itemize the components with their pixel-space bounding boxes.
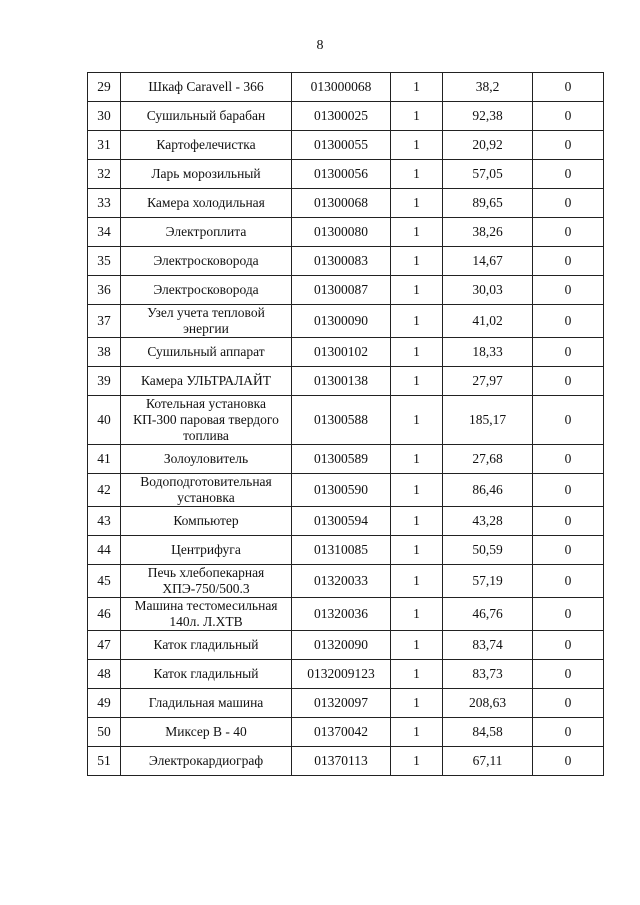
table-row (88, 474, 604, 507)
table-row (88, 507, 604, 536)
value-cell: 30,03 (443, 276, 533, 305)
residual-value-cell: 0 (533, 276, 604, 305)
table-row (88, 189, 604, 218)
residual-value-cell: 0 (533, 507, 604, 536)
table-row (88, 247, 604, 276)
inventory-code-cell: 01370042 (292, 718, 391, 747)
row-number-cell: 31 (88, 131, 121, 160)
value-cell: 27,97 (443, 367, 533, 396)
quantity-cell: 1 (391, 276, 443, 305)
residual-value-cell: 0 (533, 445, 604, 474)
value-cell: 83,73 (443, 660, 533, 689)
item-name-cell: Ларь морозильный (121, 160, 292, 189)
residual-value-cell: 0 (533, 718, 604, 747)
item-name-cell: Узел учета тепловой энергии (121, 305, 292, 338)
table-row (88, 565, 604, 598)
row-number-cell: 44 (88, 536, 121, 565)
inventory-code-cell: 01300025 (292, 102, 391, 131)
table-row (88, 305, 604, 338)
inventory-code-cell: 01320097 (292, 689, 391, 718)
item-name-cell: Золоуловитель (121, 445, 292, 474)
item-name-cell: Центрифуга (121, 536, 292, 565)
value-cell: 83,74 (443, 631, 533, 660)
residual-value-cell: 0 (533, 131, 604, 160)
item-name-cell: Электроплита (121, 218, 292, 247)
row-number-cell: 29 (88, 73, 121, 102)
inventory-code-cell: 01300590 (292, 474, 391, 507)
value-cell: 208,63 (443, 689, 533, 718)
table-row (88, 689, 604, 718)
quantity-cell: 1 (391, 445, 443, 474)
value-cell: 43,28 (443, 507, 533, 536)
residual-value-cell: 0 (533, 631, 604, 660)
quantity-cell: 1 (391, 747, 443, 776)
quantity-cell: 1 (391, 247, 443, 276)
inventory-code-cell: 01300080 (292, 218, 391, 247)
row-number-cell: 45 (88, 565, 121, 598)
quantity-cell: 1 (391, 689, 443, 718)
quantity-cell: 1 (391, 131, 443, 160)
table-row (88, 131, 604, 160)
inventory-table-body (88, 73, 604, 776)
residual-value-cell: 0 (533, 660, 604, 689)
quantity-cell: 1 (391, 102, 443, 131)
row-number-cell: 46 (88, 598, 121, 631)
item-name-cell: Сушильный барабан (121, 102, 292, 131)
table-row (88, 367, 604, 396)
table-row (88, 598, 604, 631)
value-cell: 27,68 (443, 445, 533, 474)
residual-value-cell: 0 (533, 189, 604, 218)
value-cell: 185,17 (443, 396, 533, 445)
table-row (88, 102, 604, 131)
item-name-cell: Электрокардиограф (121, 747, 292, 776)
residual-value-cell: 0 (533, 689, 604, 718)
quantity-cell: 1 (391, 396, 443, 445)
residual-value-cell: 0 (533, 367, 604, 396)
item-name-cell: Электросковорода (121, 247, 292, 276)
row-number-cell: 47 (88, 631, 121, 660)
quantity-cell: 1 (391, 160, 443, 189)
item-name-cell: Камера холодильная (121, 189, 292, 218)
table-row (88, 631, 604, 660)
table-row (88, 338, 604, 367)
item-name-cell: Компьютер (121, 507, 292, 536)
quantity-cell: 1 (391, 474, 443, 507)
inventory-code-cell: 01300588 (292, 396, 391, 445)
row-number-cell: 33 (88, 189, 121, 218)
quantity-cell: 1 (391, 536, 443, 565)
value-cell: 50,59 (443, 536, 533, 565)
inventory-code-cell: 01300068 (292, 189, 391, 218)
value-cell: 57,05 (443, 160, 533, 189)
value-cell: 18,33 (443, 338, 533, 367)
quantity-cell: 1 (391, 565, 443, 598)
quantity-cell: 1 (391, 73, 443, 102)
residual-value-cell: 0 (533, 247, 604, 276)
table-row (88, 218, 604, 247)
inventory-code-cell: 01300594 (292, 507, 391, 536)
inventory-code-cell: 01300589 (292, 445, 391, 474)
table-row (88, 660, 604, 689)
row-number-cell: 43 (88, 507, 121, 536)
table-row (88, 160, 604, 189)
item-name-cell: Гладильная машина (121, 689, 292, 718)
quantity-cell: 1 (391, 367, 443, 396)
row-number-cell: 30 (88, 102, 121, 131)
value-cell: 38,2 (443, 73, 533, 102)
row-number-cell: 36 (88, 276, 121, 305)
residual-value-cell: 0 (533, 598, 604, 631)
table-row (88, 536, 604, 565)
row-number-cell: 34 (88, 218, 121, 247)
item-name-cell: Картофелечистка (121, 131, 292, 160)
residual-value-cell: 0 (533, 396, 604, 445)
page-number: 8 (316, 38, 324, 53)
quantity-cell: 1 (391, 507, 443, 536)
residual-value-cell: 0 (533, 218, 604, 247)
row-number-cell: 49 (88, 689, 121, 718)
item-name-cell: Миксер В - 40 (121, 718, 292, 747)
residual-value-cell: 0 (533, 747, 604, 776)
table-row (88, 445, 604, 474)
row-number-cell: 39 (88, 367, 121, 396)
residual-value-cell: 0 (533, 474, 604, 507)
value-cell: 41,02 (443, 305, 533, 338)
table-row (88, 73, 604, 102)
value-cell: 89,65 (443, 189, 533, 218)
inventory-code-cell: 01300138 (292, 367, 391, 396)
residual-value-cell: 0 (533, 73, 604, 102)
inventory-code-cell: 01300056 (292, 160, 391, 189)
residual-value-cell: 0 (533, 565, 604, 598)
item-name-cell: Машина тестомесильная 140л. Л.ХТВ (121, 598, 292, 631)
inventory-code-cell: 01300102 (292, 338, 391, 367)
inventory-code-cell: 01300055 (292, 131, 391, 160)
item-name-cell: Каток гладильный (121, 660, 292, 689)
value-cell: 20,92 (443, 131, 533, 160)
item-name-cell: Сушильный аппарат (121, 338, 292, 367)
value-cell: 14,67 (443, 247, 533, 276)
inventory-code-cell: 013000068 (292, 73, 391, 102)
quantity-cell: 1 (391, 598, 443, 631)
value-cell: 46,76 (443, 598, 533, 631)
row-number-cell: 38 (88, 338, 121, 367)
row-number-cell: 51 (88, 747, 121, 776)
table-row (88, 396, 604, 445)
row-number-cell: 37 (88, 305, 121, 338)
quantity-cell: 1 (391, 718, 443, 747)
inventory-code-cell: 01320036 (292, 598, 391, 631)
inventory-code-cell: 01300090 (292, 305, 391, 338)
inventory-code-cell: 01370113 (292, 747, 391, 776)
row-number-cell: 41 (88, 445, 121, 474)
table-row (88, 718, 604, 747)
inventory-table (87, 72, 604, 776)
quantity-cell: 1 (391, 189, 443, 218)
item-name-cell: Каток гладильный (121, 631, 292, 660)
inventory-code-cell: 01300087 (292, 276, 391, 305)
inventory-code-cell: 0132009123 (292, 660, 391, 689)
residual-value-cell: 0 (533, 102, 604, 131)
row-number-cell: 48 (88, 660, 121, 689)
quantity-cell: 1 (391, 218, 443, 247)
quantity-cell: 1 (391, 660, 443, 689)
value-cell: 84,58 (443, 718, 533, 747)
item-name-cell: Электросковорода (121, 276, 292, 305)
value-cell: 86,46 (443, 474, 533, 507)
inventory-code-cell: 01320033 (292, 565, 391, 598)
table-row (88, 747, 604, 776)
row-number-cell: 40 (88, 396, 121, 445)
item-name-cell: Печь хлебопекарная ХПЭ-750/500.3 (121, 565, 292, 598)
value-cell: 38,26 (443, 218, 533, 247)
row-number-cell: 50 (88, 718, 121, 747)
value-cell: 57,19 (443, 565, 533, 598)
item-name-cell: Водоподготовительная установка (121, 474, 292, 507)
residual-value-cell: 0 (533, 338, 604, 367)
item-name-cell: Шкаф Caravell - 366 (121, 73, 292, 102)
value-cell: 67,11 (443, 747, 533, 776)
quantity-cell: 1 (391, 305, 443, 338)
table-row (88, 276, 604, 305)
inventory-code-cell: 01300083 (292, 247, 391, 276)
residual-value-cell: 0 (533, 536, 604, 565)
quantity-cell: 1 (391, 631, 443, 660)
residual-value-cell: 0 (533, 305, 604, 338)
row-number-cell: 32 (88, 160, 121, 189)
value-cell: 92,38 (443, 102, 533, 131)
item-name-cell: Котельная установка КП-300 паровая твердого топлива (121, 396, 292, 445)
quantity-cell: 1 (391, 338, 443, 367)
inventory-code-cell: 01320090 (292, 631, 391, 660)
inventory-code-cell: 01310085 (292, 536, 391, 565)
residual-value-cell: 0 (533, 160, 604, 189)
row-number-cell: 35 (88, 247, 121, 276)
item-name-cell: Камера УЛЬТРАЛАЙТ (121, 367, 292, 396)
row-number-cell: 42 (88, 474, 121, 507)
